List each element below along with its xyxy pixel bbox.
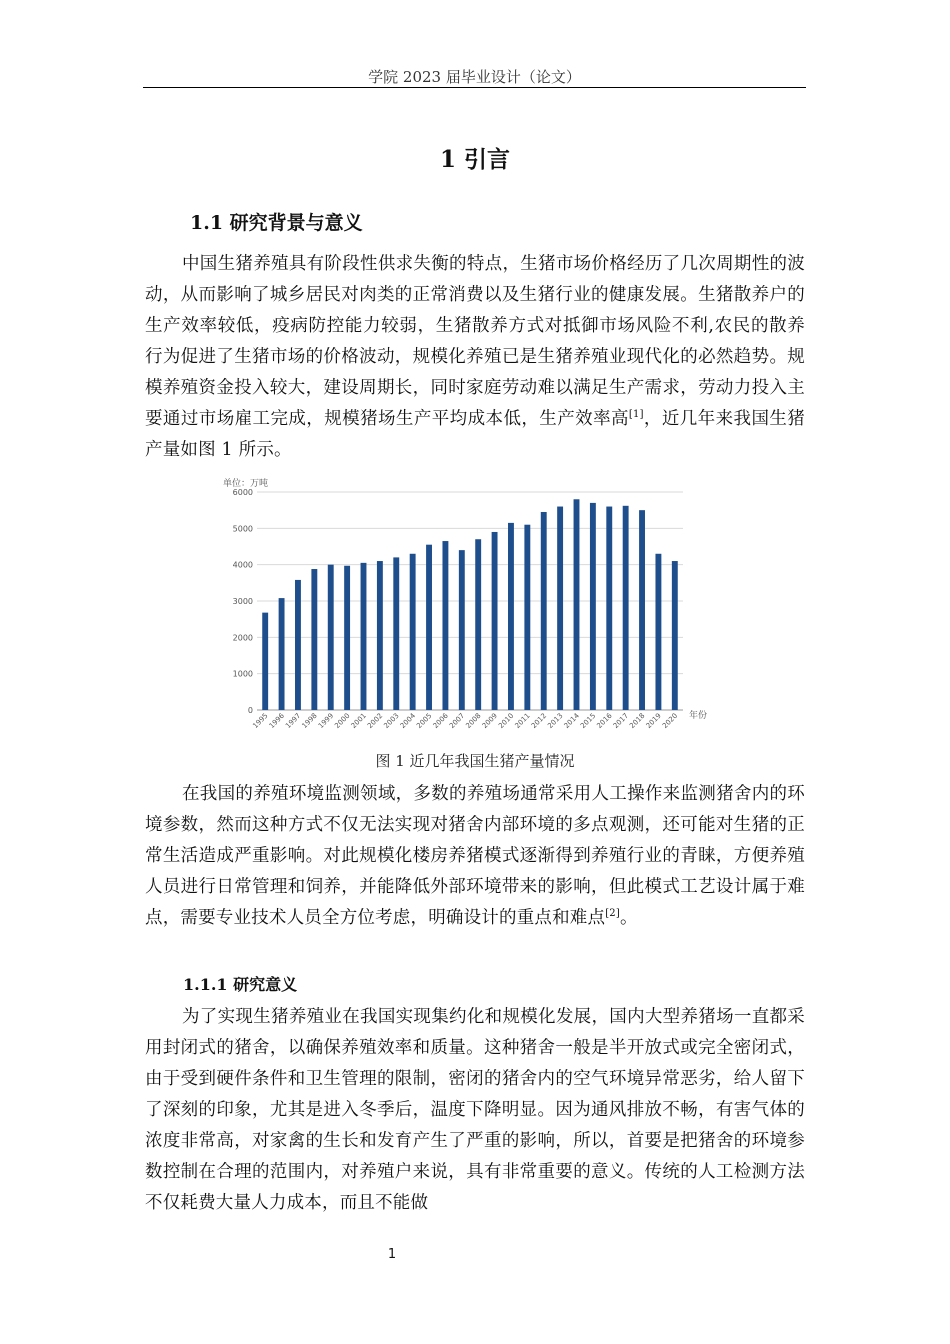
x-tick-label: 2011 <box>513 711 532 731</box>
bar-2013 <box>557 507 563 710</box>
x-tick-label: 2010 <box>497 711 516 731</box>
bar-2000 <box>344 566 350 710</box>
x-tick-label: 2006 <box>431 711 450 731</box>
x-tick-label: 2016 <box>595 711 614 731</box>
bar-2010 <box>508 523 514 710</box>
y-tick-label: 1000 <box>232 669 253 679</box>
bar-2007 <box>459 550 465 710</box>
x-tick-label: 2001 <box>349 711 368 731</box>
bar-2012 <box>541 512 547 710</box>
bar-2002 <box>377 561 383 710</box>
x-tick-label: 2019 <box>644 711 663 731</box>
bar-2014 <box>574 499 580 710</box>
paragraph-text: 为了实现生猪养殖业在我国实现集约化和规模化发展，国内大型养猪场一直都采用封闭式的猪舍，以确保养殖效率和质量。这种猪舍一般是半开放式或完全密闭式，由于受到硬件条件和卫生管理的限制，密闭的猪舍内的空气环境异常恶劣，给人留下了深刻的印象，尤其是进入冬季后，温度下降明显。因为通风排放不畅，有害气体的浓度非常高，对家禽的生长和发育产生了严重的影响，所以，首要是把猪舍的环境参数控制在合理的范围内，对养殖户来说，具有非常重要的意义。传统的人工检测方法不仅耗费大量人力成本，而且不能做 <box>145 1007 805 1213</box>
bar-1998 <box>311 569 317 710</box>
x-tick-label: 2003 <box>382 711 401 731</box>
bar-2005 <box>426 545 432 710</box>
x-tick-label: 2013 <box>546 711 565 731</box>
citation-ref[interactable]: [1] <box>628 409 644 421</box>
bar-2011 <box>524 525 530 710</box>
x-tick-label: 2000 <box>333 711 352 731</box>
paragraph-text: 在我国的养殖环境监测领域，多数的养殖场通常采用人工操作来监测猪舍内的环境参数，然而这种方式不仅无法实现对猪舍内部环境的多点观测，还可能对生猪的正常生活造成严重影响。对此规模化楼房养猪模式逐渐得到养殖行业的青睐，方便养殖人员进行日常管理和饲养，并能降低外部环境带来的影响，但此模式工艺设计属于难点，需要专业技术人员全方位考虑，明确设计的重点和难点 <box>145 784 805 928</box>
y-axis-label: 单位：万吨 <box>223 479 269 489</box>
bar-1996 <box>279 598 285 710</box>
x-tick-label: 2004 <box>398 711 418 731</box>
x-tick-label: 1997 <box>284 711 303 731</box>
bar-1995 <box>262 613 268 710</box>
y-tick-label: 0 <box>247 706 253 715</box>
header-rule <box>143 87 806 88</box>
y-tick-label: 3000 <box>232 597 253 606</box>
bar-2001 <box>361 563 367 710</box>
bar-1999 <box>328 565 334 710</box>
bar-2009 <box>492 532 498 710</box>
y-tick-label: 6000 <box>232 488 253 497</box>
page-header: 学院 2023 届毕业设计（论文） <box>368 68 581 86</box>
bar-2017 <box>623 506 629 710</box>
figure-chart <box>215 474 715 746</box>
bar-2003 <box>393 557 399 710</box>
bar-2016 <box>606 507 612 710</box>
bar-2020 <box>672 561 678 710</box>
chapter-title: 1 引言 <box>439 146 510 173</box>
paragraph-text-tail: 。 <box>619 908 638 928</box>
x-axis-label: 年份 <box>689 711 708 721</box>
paragraph-monitoring <box>145 779 805 934</box>
pig-production-bar-chart <box>215 474 715 746</box>
x-tick-label: 2008 <box>464 711 483 731</box>
bar-2015 <box>590 503 596 710</box>
x-tick-label: 2018 <box>628 711 647 731</box>
section-title: 1.1 研究背景与意义 <box>190 212 363 234</box>
x-tick-label: 2009 <box>480 711 499 731</box>
x-tick-label: 2014 <box>562 711 581 731</box>
paragraph-text: 中国生猪养殖具有阶段性供求失衡的特点，生猪市场价格经历了几次周期性的波动，从而影响了城乡居民对肉类的正常消费以及生猪行业的健康发展。生猪散养户的生产效率较低，疫病防控能力较弱，生猪散养方式对抵御市场风险不利,农民的散养行为促进了生猪市场的价格波动，规模化养殖已是生猪养殖业现代化的必然趋势。规模养殖资金投入较大，建设周期长，同时家庭劳动难以满足生产需求，劳动力投入主要通过市场雇工完成，规模猪场生产平均成本低，生产效率高 <box>145 254 805 429</box>
x-tick-label: 1995 <box>251 711 270 731</box>
bar-2004 <box>410 554 416 710</box>
bar-2019 <box>655 554 661 710</box>
bar-2006 <box>442 541 448 710</box>
x-tick-label: 1996 <box>267 711 286 731</box>
x-tick-label: 1998 <box>300 711 319 731</box>
y-tick-label: 2000 <box>232 633 253 643</box>
page-number: 1 <box>387 1247 397 1262</box>
x-tick-label: 2020 <box>660 711 680 731</box>
bar-1997 <box>295 580 301 710</box>
bar-2018 <box>639 510 645 710</box>
x-tick-label: 2015 <box>579 711 598 731</box>
paragraph-background <box>145 249 805 466</box>
figure-caption: 图 1 近几年我国生猪产量情况 <box>375 752 575 770</box>
paragraph-significance <box>145 1002 805 1219</box>
x-tick-label: 2012 <box>529 711 549 731</box>
x-tick-label: 2002 <box>366 711 385 731</box>
x-tick-label: 1999 <box>316 711 336 731</box>
y-tick-label: 4000 <box>232 560 253 570</box>
x-tick-label: 2017 <box>611 711 631 731</box>
citation-ref[interactable]: [2] <box>605 908 620 920</box>
paragraph-text-tail: ，近几年来我国生猪产量如图 1 所示。 <box>145 409 805 460</box>
y-tick-label: 5000 <box>232 524 253 534</box>
x-tick-label: 2007 <box>447 711 467 731</box>
subsection-title: 1.1.1 研究意义 <box>183 975 298 994</box>
bar-2008 <box>475 539 481 710</box>
x-tick-label: 2005 <box>415 711 434 731</box>
